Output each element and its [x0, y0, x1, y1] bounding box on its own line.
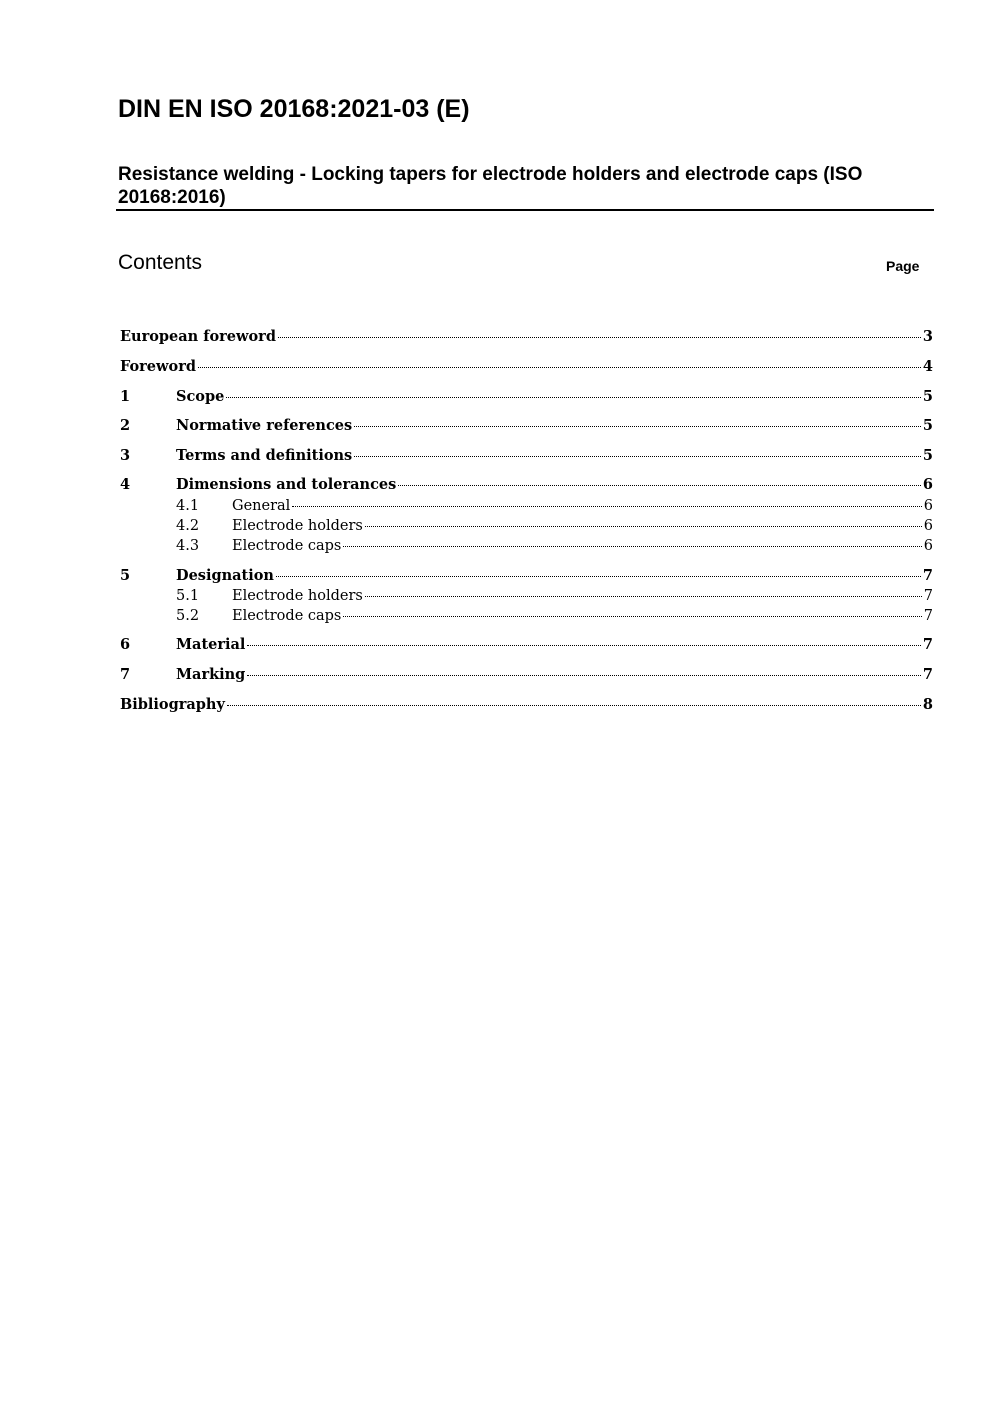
toc-entry-number: 3: [120, 447, 131, 464]
toc-entry-page: 5: [922, 388, 933, 405]
document-subtitle: Resistance welding - Locking tapers for electrode holders and electrode caps (ISO 20168:2016): [118, 164, 863, 208]
toc-leader-dots: [278, 337, 921, 338]
toc-leader-dots: [398, 485, 921, 486]
toc-entry-designation[interactable]: [120, 566, 933, 586]
toc-entry-terms-and-definitions[interactable]: [120, 446, 933, 466]
toc-entry-page: 7: [922, 666, 933, 683]
toc-entry-title: General: [232, 498, 291, 514]
toc-entry-number: 6: [120, 636, 131, 653]
toc-entry-number: 4.1: [176, 498, 200, 514]
page-column-heading: Page: [886, 258, 920, 274]
toc-leader-dots: [354, 426, 921, 427]
toc-entry-title: Marking: [176, 666, 246, 683]
toc-entry-electrode-holders[interactable]: [120, 586, 933, 606]
toc-entry-foreword[interactable]: [120, 357, 933, 377]
toc-entry-title: Foreword: [120, 358, 196, 375]
toc-entry-number: 7: [120, 666, 131, 683]
toc-leader-dots: [198, 367, 921, 368]
toc-entry-electrode-holders[interactable]: [120, 516, 933, 536]
toc-entry-page: 6: [923, 538, 933, 554]
toc-entry-title: Terms and definitions: [176, 447, 353, 464]
title-rule: [116, 209, 934, 211]
toc-entry-title: Electrode holders: [232, 518, 363, 534]
toc-entry-page: 7: [923, 588, 933, 604]
toc-entry-title: Electrode caps: [232, 608, 342, 624]
toc-entry-electrode-caps[interactable]: [120, 606, 933, 626]
toc-leader-dots: [247, 675, 921, 676]
toc-entry-title: Dimensions and tolerances: [176, 476, 397, 493]
toc-entry-number: 4: [120, 476, 131, 493]
toc-entry-marking[interactable]: [120, 665, 933, 685]
toc-entry-title: Scope: [176, 388, 225, 405]
toc-entry-european-foreword[interactable]: [120, 327, 933, 347]
toc-entry-title: Material: [176, 636, 246, 653]
toc-entry-page: 7: [922, 567, 933, 584]
toc-entry-title: European foreword: [120, 328, 276, 345]
toc-leader-dots: [292, 506, 921, 507]
toc-entry-page: 5: [922, 417, 933, 434]
toc-entry-scope[interactable]: [120, 387, 933, 407]
toc-entry-title: Electrode caps: [232, 538, 342, 554]
toc-entry-number: 4.2: [176, 518, 200, 534]
toc-entry-bibliography[interactable]: [120, 695, 933, 715]
toc-entry-number: 5: [120, 567, 131, 584]
contents-heading: Contents: [118, 251, 203, 274]
toc-entry-dimensions-and-tolerances[interactable]: [120, 475, 933, 495]
toc-entry-number: 5.2: [176, 608, 200, 624]
toc-entry-page: 7: [923, 608, 933, 624]
toc-leader-dots: [354, 456, 921, 457]
toc-entry-number: 4.3: [176, 538, 200, 554]
toc-entry-page: 6: [922, 476, 933, 493]
toc-entry-page: 3: [922, 328, 933, 345]
toc-entry-title: Designation: [176, 567, 274, 584]
toc-entry-electrode-caps[interactable]: [120, 536, 933, 556]
toc-entry-page: 5: [922, 447, 933, 464]
toc-leader-dots: [247, 645, 920, 646]
toc-entry-number: 2: [120, 417, 131, 434]
document-id: DIN EN ISO 20168:2021-03 (E): [118, 95, 470, 123]
toc-entry-normative-references[interactable]: [120, 416, 933, 436]
toc-entry-title: Electrode holders: [232, 588, 363, 604]
toc-leader-dots: [343, 546, 921, 547]
toc-leader-dots: [365, 596, 922, 597]
toc-leader-dots: [365, 526, 922, 527]
toc-entry-general[interactable]: [120, 496, 933, 516]
toc-leader-dots: [226, 397, 921, 398]
toc-leader-dots: [276, 576, 921, 577]
toc-entry-page: 4: [922, 358, 933, 375]
toc-entry-page: 8: [922, 696, 933, 713]
toc-leader-dots: [343, 616, 921, 617]
toc-entry-page: 7: [922, 636, 933, 653]
toc-leader-dots: [227, 705, 921, 706]
toc-entry-number: 1: [120, 388, 131, 405]
toc-entry-page: 6: [923, 518, 933, 534]
toc-entry-page: 6: [923, 498, 933, 514]
toc-entry-material[interactable]: [120, 635, 933, 655]
toc-entry-number: 5.1: [176, 588, 200, 604]
toc-entry-title: Bibliography: [120, 696, 225, 713]
toc-entry-title: Normative references: [176, 417, 353, 434]
